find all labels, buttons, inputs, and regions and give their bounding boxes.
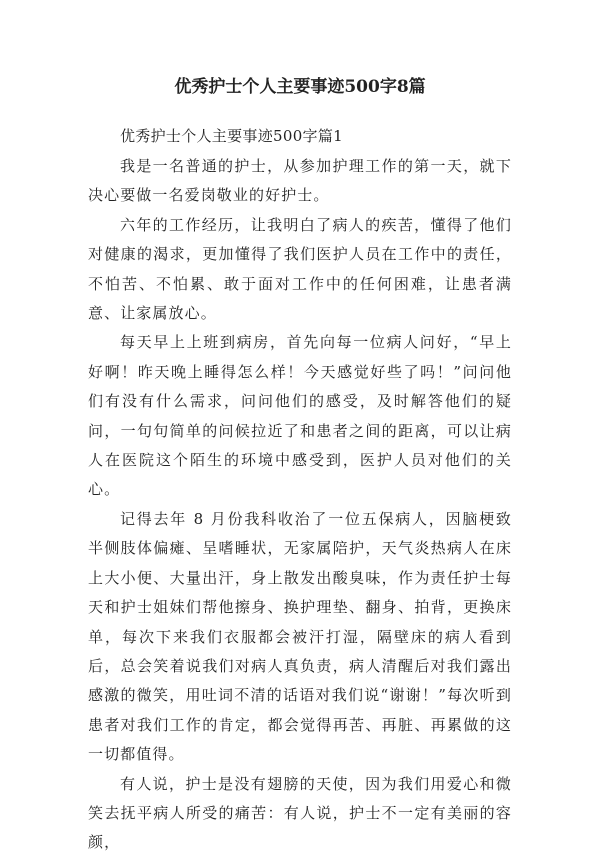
section-heading: 优秀护士个人主要事迹500字篇1: [120, 127, 343, 145]
paragraph-2: 六年的工作经历，让我明白了病人的疾苦，懂得了他们对健康的渴求，更加懂得了我们医护人员在工作中的责任，不怕苦、不怕累、敢于面对工作中的任何困难，让患者满意、让家属放心。: [88, 215, 512, 323]
paragraph-5: 有人说，护士是没有翅膀的天使，因为我们用爱心和微笑去抚平病人所受的痛苦：有人说，护士不一定有美丽的容颜，: [88, 774, 512, 852]
document-title: 优秀护士个人主要事迹500字8篇: [174, 77, 426, 97]
document-body: [88, 120, 512, 858]
paragraph-4: 记得去年 8 月份我科收治了一位五保病人，因脑梗致半侧肢体偏瘫、呈嗜睡状，无家属陪护，天气炎热病人在床上大小便、大量出汗，身上散发出酸臭味，作为责任护士每天和护士姐妹们帮他擦身、换护理垫、翻身、拍背，更换床单，每次下来我们衣服都会被汗打湿，隔壁床的病人看到后，总会笑着说我们对病人真负责，病人清醒后对我们露出感激的微笑，用吐词不清的话语对我们说“谢谢！”每次听到患者对我们工作的肯定，都会觉得再苦、再脏、再累做的这一切都值得。: [88, 509, 512, 764]
paragraph-3: 每天早上上班到病房，首先向每一位病人问好，“早上好啊！昨天晚上睡得怎么样！今天感觉好些了吗！”问问他们有没有什么需求，问问他们的感受，及时解答他们的疑问，一句句简单的问候拉近了和患者之间的距离，可以让病人在医院这个陌生的环境中感受到，医护人员对他们的关心。: [88, 333, 512, 499]
paragraph-1: 我是一名普通的护士，从参加护理工作的第一天，就下决心要做一名爱岗敬业的好护士。: [88, 157, 512, 205]
